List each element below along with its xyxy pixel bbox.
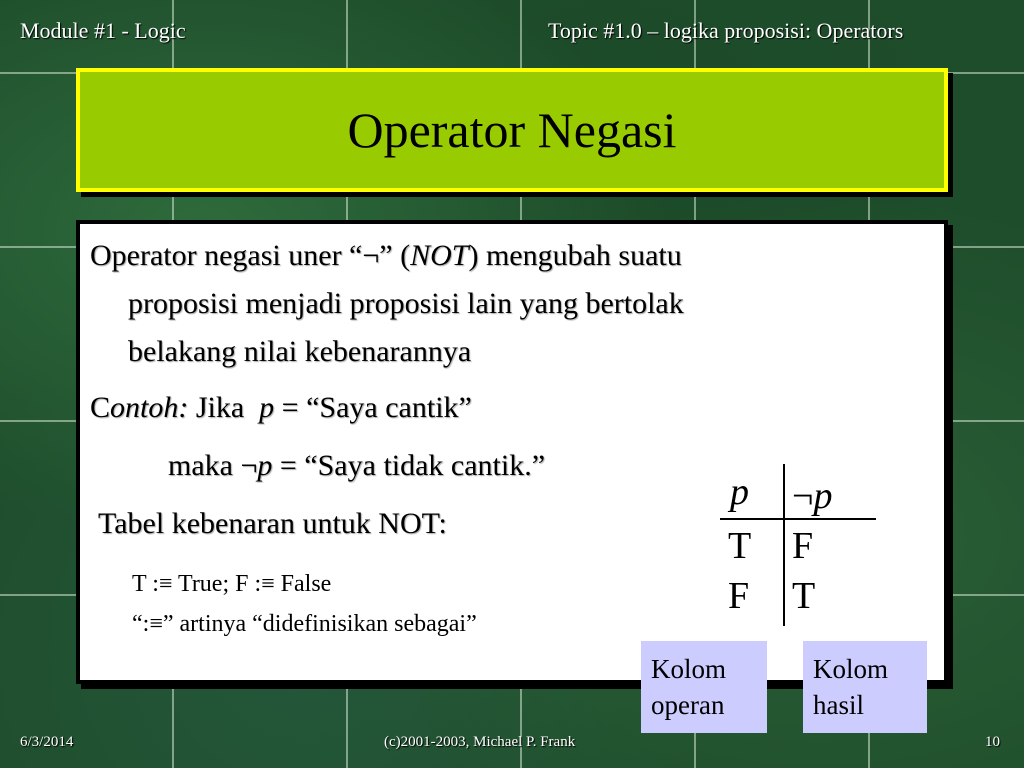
maka-a: maka ¬	[168, 449, 258, 482]
header-topic: Topic #1.0 – logika proposisi: Operators	[548, 18, 904, 43]
table-cell-r2c2: T	[792, 575, 816, 617]
example-line	[90, 384, 472, 432]
footer-copyright: (c)2001-2003, Michael P. Frank	[384, 734, 576, 750]
content-box	[76, 220, 948, 684]
table-cell-r1c2: F	[792, 525, 814, 567]
intro-paragraph	[90, 232, 910, 376]
example-label: ontoh:	[110, 391, 189, 424]
intro-line-1	[90, 232, 910, 280]
result-label-line-2: hasil	[813, 690, 864, 720]
maka-p: p	[257, 449, 273, 482]
definition-line-1: T :≡ True; F :≡ False	[132, 571, 332, 597]
footer-page-number: 10	[985, 734, 1000, 750]
table-header-p: p	[730, 471, 749, 513]
maka-line	[168, 442, 545, 490]
footer-date: 6/3/2014	[20, 734, 74, 750]
example-value: = “Saya cantik”	[274, 391, 472, 424]
title-box	[76, 68, 948, 192]
intro-line-2: proposisi menjadi proposisi lain yang bertolak	[128, 287, 684, 320]
table-header-not-p: ¬p	[792, 475, 833, 517]
operand-label-line-2: operan	[651, 690, 725, 720]
table-cell-r1c1: T	[728, 525, 752, 567]
table-vertical-line	[783, 464, 785, 626]
example-p: p	[259, 391, 275, 424]
maka-value: = “Saya tidak cantik.”	[272, 449, 546, 482]
intro-text-a: Operator negasi uner “¬” (	[90, 239, 411, 272]
intro-not: NOT	[410, 239, 469, 272]
table-heading: Tabel kebenaran untuk NOT:	[98, 507, 447, 540]
slide-title: Operator Negasi	[347, 102, 677, 158]
operand-label-line-1: Kolom	[651, 654, 727, 684]
header-module: Module #1 - Logic	[20, 18, 186, 43]
result-column-label	[803, 641, 927, 733]
result-label-line-1: Kolom	[813, 654, 889, 684]
table-horizontal-line	[720, 518, 876, 520]
operand-column-label	[641, 641, 767, 733]
intro-text-b: ) mengubah suatu	[468, 239, 682, 272]
example-c: C	[90, 391, 111, 424]
definition-line-2: “:≡” artinya “didefinisikan sebagai”	[132, 611, 477, 637]
table-cell-r2c1: F	[728, 575, 750, 617]
example-jika: Jika	[188, 391, 260, 424]
intro-line-3: belakang nilai kebenarannya	[128, 335, 472, 368]
